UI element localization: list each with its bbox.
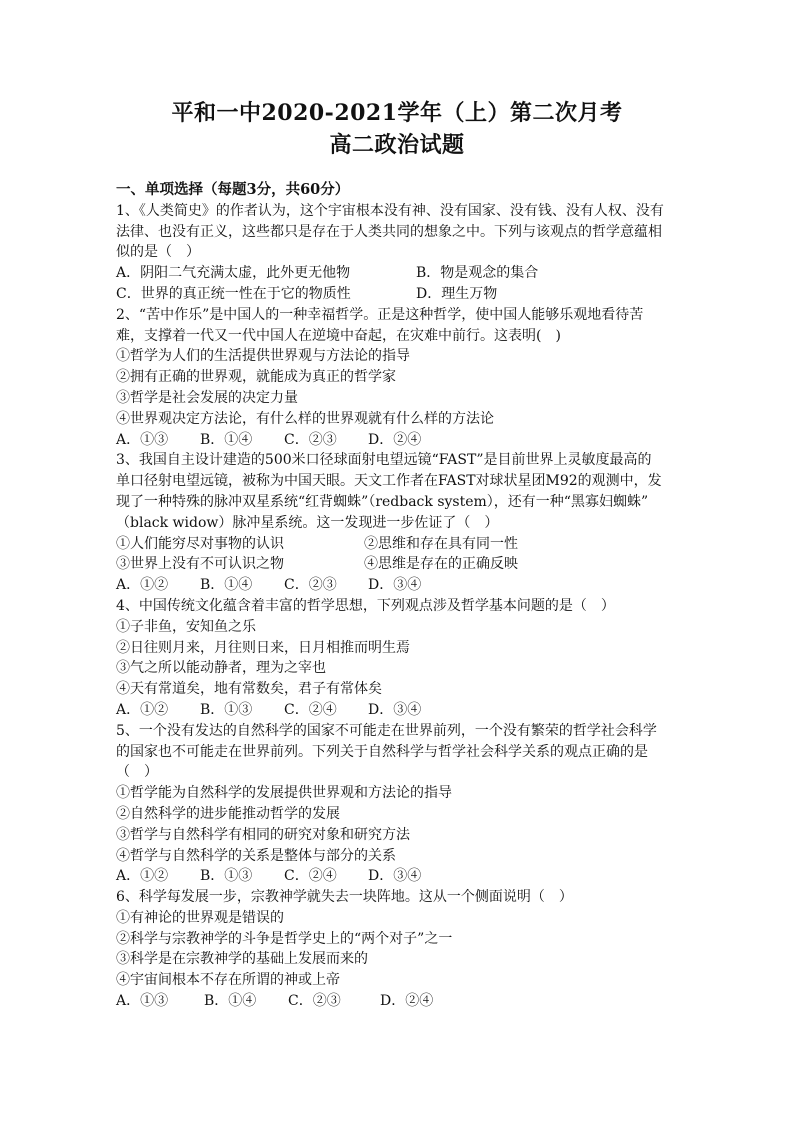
statement: ②科学与宗教神学的斗争是哲学史上的“两个对子”之一 — [116, 930, 453, 947]
option-row — [116, 284, 686, 305]
exam-subtitle: 高二政治试题 — [329, 132, 465, 158]
question-stem: 6、科学每发展一步，宗教神学就失去一块阵地。这从一个侧面说明（ ） — [116, 889, 573, 906]
question-1 — [116, 201, 686, 305]
option-b: B．①④ — [200, 431, 253, 448]
answer-options — [116, 866, 686, 887]
statement: ③哲学与自然科学有相同的研究对象和研究方法 — [116, 826, 410, 843]
option-c: C．世界的真正统一性在于它的物质性 — [116, 285, 351, 302]
option-a: A．①② — [116, 868, 169, 885]
question-3 — [116, 450, 686, 596]
question-stem: 法律、也没有正义，这些都只是存在于人类共同的想象之中。下列与该观点的哲学意蕴相 — [116, 223, 662, 240]
question-stem: 单口径射电望远镜，被称为中国天眼。天文工作者在FAST对球状星团M92的观测中，发 — [116, 473, 662, 490]
question-stem: 2、“苦中作乐”是中国人的一种幸福哲学。正是这种哲学，使中国人能够乐观地看待苦 — [116, 306, 644, 323]
statement: ①有神论的世界观是错误的 — [116, 909, 284, 926]
option-d: D．理生万物 — [416, 285, 498, 302]
option-c: C．②④ — [284, 701, 337, 718]
option-b: B．①④ — [204, 993, 257, 1010]
answer-options — [116, 700, 686, 721]
statement: ②思维和存在具有同一性 — [364, 535, 518, 552]
statement: ①哲学能为自然科学的发展提供世界观和方法论的指导 — [116, 785, 452, 802]
option-c: C．②③ — [288, 993, 341, 1010]
option-d: D．③④ — [368, 577, 422, 594]
question-5 — [116, 721, 686, 887]
question-4 — [116, 596, 686, 721]
option-b: B．①③ — [200, 868, 253, 885]
option-row — [116, 263, 686, 284]
option-a: A．①③ — [116, 993, 169, 1010]
question-stem: 似的是（ ） — [116, 244, 200, 261]
option-c: C．②④ — [284, 868, 337, 885]
question-stem: 1、《人类简史》的作者认为，这个宇宙根本没有神、没有国家、没有钱、没有人权、没有 — [116, 202, 664, 219]
statement-row — [116, 554, 686, 575]
statement: ①人们能穷尽对事物的认识 — [116, 535, 284, 552]
option-a: A．①② — [116, 701, 169, 718]
question-stem: 现了一种特殊的脉冲双星系统“红背蜘蛛”（redback system），还有一种“黑寡妇蜘蛛” — [116, 493, 649, 510]
statement-row — [116, 534, 686, 555]
option-d: D．②④ — [368, 431, 422, 448]
statement: ③气之所以能动静者，理为之宰也 — [116, 660, 326, 677]
statement: ①哲学为人们的生活提供世界观与方法论的指导 — [116, 348, 410, 365]
question-stem: 的国家也不可能走在世界前列。下列关于自然科学与哲学社会科学关系的观点正确的是 — [116, 743, 648, 760]
statement: ④宇宙间根本不存在所谓的神或上帝 — [116, 972, 340, 989]
statement: ①子非鱼，安知鱼之乐 — [116, 618, 256, 635]
exam-body — [116, 180, 686, 1012]
statement: ③科学是在宗教神学的基础上发展而来的 — [116, 951, 368, 968]
question-stem: 3、我国自主设计建造的500米口径球面射电望远镜“FAST”是目前世界上灵敏度最高的 — [116, 452, 652, 469]
exam-title: 平和一中2020-2021学年（上）第二次月考 — [171, 100, 623, 126]
option-b: B．①③ — [200, 701, 253, 718]
question-6 — [116, 887, 686, 1012]
question-stem: 5、一个没有发达的自然科学的国家不可能走在世界前列，一个没有繁荣的哲学社会科学 — [116, 722, 657, 739]
option-d: D．②④ — [380, 993, 434, 1010]
statement: ④世界观决定方法论，有什么样的世界观就有什么样的方法论 — [116, 410, 494, 427]
question-2 — [116, 305, 686, 451]
option-d: D．③④ — [368, 868, 422, 885]
answer-options — [116, 430, 686, 451]
option-b: B．物是观念的集合 — [416, 265, 539, 282]
question-stem: （black widow）脉冲星系统。这一发现进一步佐证了（ ） — [116, 514, 499, 531]
statement: ④天有常道矣，地有常数矣，君子有常体矣 — [116, 681, 382, 698]
option-a: A．①③ — [116, 431, 169, 448]
section-heading: 一、单项选择（每题3分，共60分） — [116, 181, 350, 198]
question-stem: （ ） — [116, 764, 158, 781]
statement: ③哲学是社会发展的决定力量 — [116, 389, 298, 406]
answer-options — [116, 575, 686, 596]
statement: ②自然科学的进步能推动哲学的发展 — [116, 805, 340, 822]
option-d: D．③④ — [368, 701, 422, 718]
statement: ②拥有正确的世界观，就能成为真正的哲学家 — [116, 369, 396, 386]
statement: ④哲学与自然科学的关系是整体与部分的关系 — [116, 847, 396, 864]
answer-options — [116, 991, 686, 1012]
option-a: A．阴阳二气充满太虚，此外更无他物 — [116, 265, 351, 282]
question-stem: 难，支撑着一代又一代中国人在逆境中奋起，在灾难中前行。这表明( ) — [116, 327, 561, 344]
statement: ②日往则月来，月往则日来，日月相推而明生焉 — [116, 639, 410, 656]
option-c: C．②③ — [284, 431, 337, 448]
option-c: C．②③ — [284, 577, 337, 594]
statement: ③世界上没有不可认识之物 — [116, 556, 284, 573]
option-a: A．①② — [116, 577, 169, 594]
question-stem: 4、中国传统文化蕴含着丰富的哲学思想，下列观点涉及哲学基本问题的是（ ） — [116, 597, 615, 614]
statement: ④思维是存在的正确反映 — [364, 556, 518, 573]
option-b: B．①④ — [200, 577, 253, 594]
